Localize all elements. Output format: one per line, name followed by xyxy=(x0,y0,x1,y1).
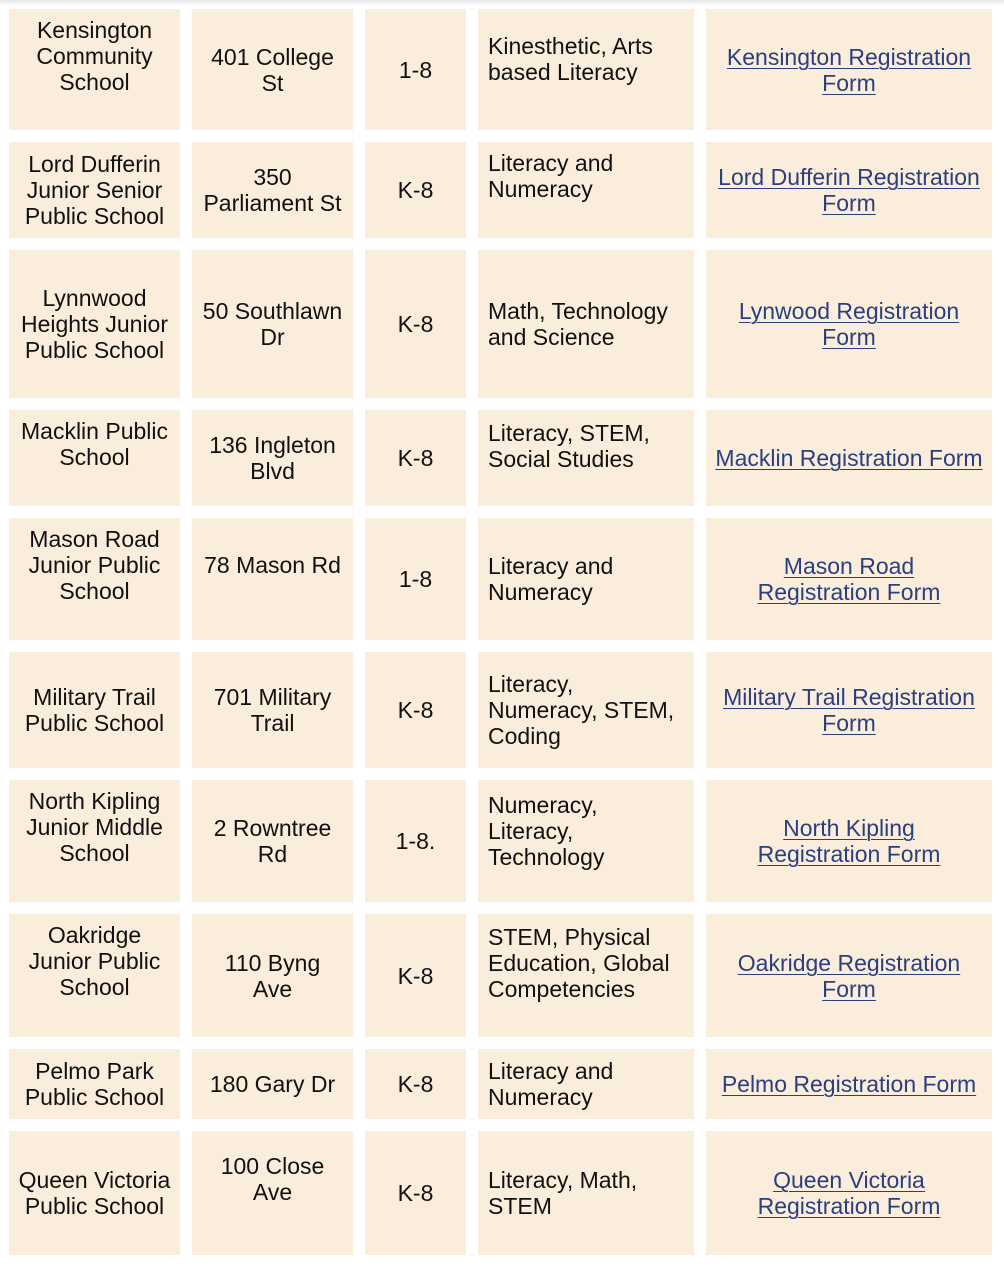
registration-cell xyxy=(706,652,992,768)
registration-link[interactable]: Oakridge Registration Form xyxy=(737,949,961,1002)
table-row xyxy=(9,1049,992,1119)
table-row xyxy=(9,142,992,238)
school-address: 701 Military Trail xyxy=(192,652,353,768)
school-name: Military Trail Public School xyxy=(9,652,180,768)
table-row xyxy=(9,1131,992,1255)
school-grades: K-8 xyxy=(365,652,466,768)
school-address: 50 Southlawn Dr xyxy=(192,250,353,398)
school-grades: K-8 xyxy=(365,142,466,238)
school-address: 136 Ingleton Blvd xyxy=(192,410,353,506)
school-focus: Literacy and Numeracy xyxy=(478,1049,694,1119)
registration-cell xyxy=(706,914,992,1037)
school-focus: Numeracy, Literacy, Technology xyxy=(478,780,694,902)
registration-cell xyxy=(706,250,992,398)
registration-cell xyxy=(706,142,992,238)
table-row xyxy=(9,652,992,768)
school-grades: K-8 xyxy=(365,250,466,398)
school-grades: K-8 xyxy=(365,410,466,506)
registration-cell xyxy=(706,780,992,902)
registration-cell xyxy=(706,1049,992,1119)
school-grades: K-8 xyxy=(365,1049,466,1119)
school-name: Oakridge Junior Public School xyxy=(9,914,180,1037)
school-focus: Literacy, Numeracy, STEM, Coding xyxy=(478,652,694,768)
school-address: 180 Gary Dr xyxy=(192,1049,353,1119)
registration-cell xyxy=(706,1131,992,1255)
school-address: 110 Byng Ave xyxy=(192,914,353,1037)
school-grades: K-8 xyxy=(365,1131,466,1255)
table-row xyxy=(9,914,992,1037)
school-focus: Literacy, Math, STEM xyxy=(478,1131,694,1255)
school-grades: 1-8. xyxy=(365,780,466,902)
school-focus: Literacy, STEM, Social Studies xyxy=(478,410,694,506)
registration-cell xyxy=(706,410,992,506)
table-row xyxy=(9,9,992,130)
registration-link[interactable]: North Kipling Registration Form xyxy=(757,815,941,867)
school-focus: STEM, Physical Education, Global Competencies xyxy=(478,914,694,1037)
registration-link[interactable]: Military Trail Registration Form xyxy=(723,684,975,736)
registration-link[interactable]: Mason Road Registration Form xyxy=(757,553,941,605)
table-row xyxy=(9,780,992,902)
school-name: Pelmo Park Public School xyxy=(9,1049,180,1119)
school-address: 78 Mason Rd xyxy=(192,518,353,640)
school-name: Macklin Public School xyxy=(9,410,180,506)
school-focus: Kinesthetic, Arts based Literacy xyxy=(478,9,694,130)
school-address: 100 Close Ave xyxy=(192,1131,353,1255)
registration-link[interactable]: Pelmo Registration Form xyxy=(721,1071,977,1097)
registration-link[interactable]: Kensington Registration Form xyxy=(726,43,972,96)
registration-link[interactable]: Lord Dufferin Registration Form xyxy=(718,164,980,216)
school-name: Kensington Community School xyxy=(9,9,180,130)
school-grades: K-8 xyxy=(365,914,466,1037)
school-name: Lord Dufferin Junior Senior Public School xyxy=(9,142,180,238)
school-name: North Kipling Junior Middle School xyxy=(9,780,180,902)
registration-link[interactable]: Lynwood Registration Form xyxy=(738,298,960,350)
registration-link[interactable]: Queen Victoria Registration Form xyxy=(757,1167,941,1219)
school-name: Mason Road Junior Public School xyxy=(9,518,180,640)
school-name: Queen Victoria Public School xyxy=(9,1131,180,1255)
school-grades: 1-8 xyxy=(365,9,466,130)
school-name: Lynnwood Heights Junior Public School xyxy=(9,250,180,398)
school-address: 2 Rowntree Rd xyxy=(192,780,353,902)
table-row xyxy=(9,518,992,640)
registration-cell xyxy=(706,518,992,640)
school-grades: 1-8 xyxy=(365,518,466,640)
school-focus: Math, Technology and Science xyxy=(478,250,694,398)
school-address: 401 College St xyxy=(192,9,353,130)
school-focus: Literacy and Numeracy xyxy=(478,142,694,238)
school-focus: Literacy and Numeracy xyxy=(478,518,694,640)
table-row xyxy=(9,410,992,506)
table-row xyxy=(9,250,992,398)
registration-link[interactable]: Macklin Registration Form xyxy=(715,445,983,471)
registration-cell xyxy=(706,9,992,130)
school-address: 350 Parliament St xyxy=(192,142,353,238)
